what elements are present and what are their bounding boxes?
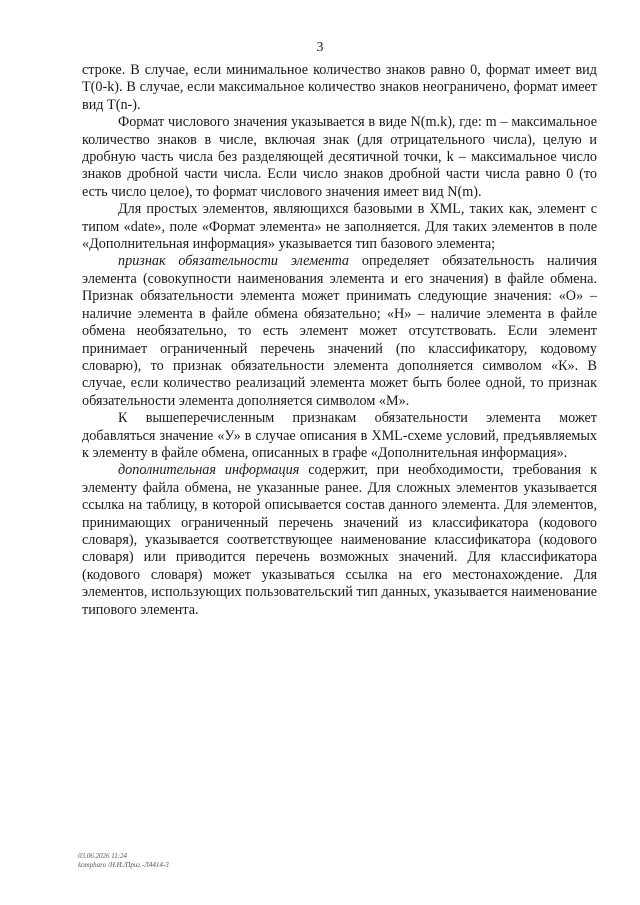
term-additional-info: дополнительная информация [118,462,300,479]
document-body [82,62,597,619]
term-mandatory-flag: признак обязательности элемента [118,253,350,270]
paragraph-numeric-format: Формат числового значения указывается в виде N(m.k), где: m – максимальное количество знаков в числе, включая знак (для отрицательного числа), целую и дробную часть числа без разделяющей десятичной точки, k – максимальное число знаков дробной части числа. Если число знаков дробной части числа равно 0 (то есть число целое), то формат числового значения имеет вид N(m). [82,114,597,200]
additional-info-description: содержит, при необходимости, требования к элементу файла обмена, не указанные ранее. Для сложных элементов указывается ссылка на таблицу, в которой описывается состав данного элемента. Для элементов, принимающих ограниченный перечень значений из классификатора (кодового словаря), указывается соответствующее наименование классификатора (кодового словаря) или приводится перечень возможных значений. Для классификатора (кодового словаря) может указываться ссылка на его местонахождение. Для элементов, использующих пользовательский тип данных, указывается наименование типового элемента. [82,462,597,618]
paragraph-format-text-continued: строке. В случае, если минимальное количество знаков равно 0, формат имеет вид T(0-k). В случае, если максимальное количество знаков неограничено, формат имеет вид T(n-). [82,62,597,113]
footer-stamp [78,852,169,870]
paragraph-additional-info [82,462,597,619]
footer-reference: kompharo /Н.И./Приг.-Л4414-3 [78,861,169,869]
footer-date: 03.06.2026 11:24 [78,852,128,860]
paragraph-mandatory-flag [82,253,597,410]
mandatory-flag-description: определяет обязательность наличия элемента (совокупности наименования элемента и его значения) в файле обмена. Признак обязательности элемента может принимать следующие значения: «О» – наличие элемента в файле обмена обязательно; «Н» – наличие элемента в файле обмена необязательно, то есть элемент может отсутствовать. Если элемент принимает ограниченный перечень значений (по классификатору, кодовому словарю), то признак обязательности элемента дополняется символом «К». В случае, если количество реализаций элемента может быть более одной, то признак обязательности элемента дополняется символом «М». [82,253,597,409]
paragraph-simple-elements: Для простых элементов, являющихся базовыми в XML, таких как, элемент с типом «date», поле «Формат элемента» не заполняется. Для таких элементов в поле «Дополнительная информация» указывается тип базового элемента; [82,201,597,253]
page-number: 3 [316,40,324,55]
paragraph-condition-flag: К вышеперечисленным признакам обязательности элемента может добавляться значение «У» в случае описания в XML-схеме условий, предъявляемых к элементу в файле обмена, описанных в графе «Дополнительная информация». [82,410,597,461]
